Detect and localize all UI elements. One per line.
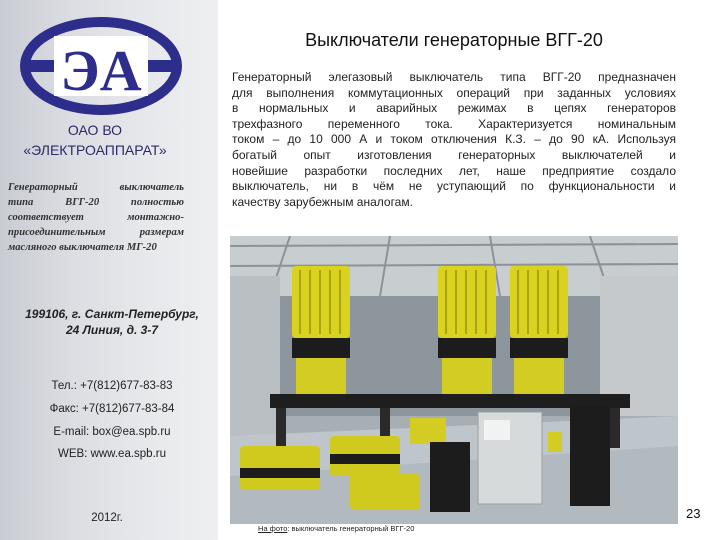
year: 2012г. [91,512,123,524]
body-line: богатый опыт изготовления генераторных выключателей и [232,147,676,162]
side-description-line: типа ВГГ-20 полностью [8,197,184,208]
address [14,306,210,338]
caption-text: : выключатель генераторный ВГГ-20 [287,524,415,533]
company-name-line2: «ЭЛЕКТРОАППАРАТ» [23,142,167,158]
website: WEB: www.ea.spb.ru [57,448,166,460]
page-title: Выключатели генераторные ВГГ-20 [305,30,603,50]
logo-letters: ЭА [60,38,142,103]
side-description-line: Генераторный выключатель [8,182,184,193]
photo-caption [258,524,414,533]
page-number: 23 [686,506,701,521]
body-line: выключатель, ни в чём не уступающий по функциональности и [232,179,676,194]
side-description [8,180,184,255]
address-line2: 24 Линия, д. 3-7 [66,323,158,337]
body-line: новейшие разработки последних лет, наше предприятие создало [232,163,676,178]
side-description-line: присоединительным размерам [8,227,184,238]
body-line: для выполнения коммутационных операций при заданных условиях [232,85,676,100]
fax: Факс: +7(812)677-83-84 [49,403,175,415]
body-line: трехфазного переменного тока. Характеризуется номинальным [232,116,676,131]
address-line1: 199106, г. Санкт-Петербург, [25,307,199,321]
company-name-line1: ОАО ВО [67,122,123,138]
email: E-mail: box@ea.spb.ru [53,426,171,438]
body-line: током – до 10 000 А и током отключения К.З. – до 90 кА. Используя [232,132,676,147]
body-line: в нормальных и аварийных режимах в цепях генераторов [232,101,676,116]
body-line: качеству зарубежным аналогам. [232,194,413,209]
side-description-line: соответствует монтажно- [8,212,184,223]
body-text [232,70,676,210]
phone: Тел.: +7(812)677-83-83 [51,380,173,392]
company-logo [20,16,182,116]
sidebar [0,0,218,540]
product-photo [230,236,678,524]
side-description-line: масляного выключателя МГ-20 [8,242,157,253]
caption-prefix: На фото [258,524,288,533]
body-line: Генераторный элегазовый выключатель типа ВГГ-20 предназначен [232,70,676,84]
